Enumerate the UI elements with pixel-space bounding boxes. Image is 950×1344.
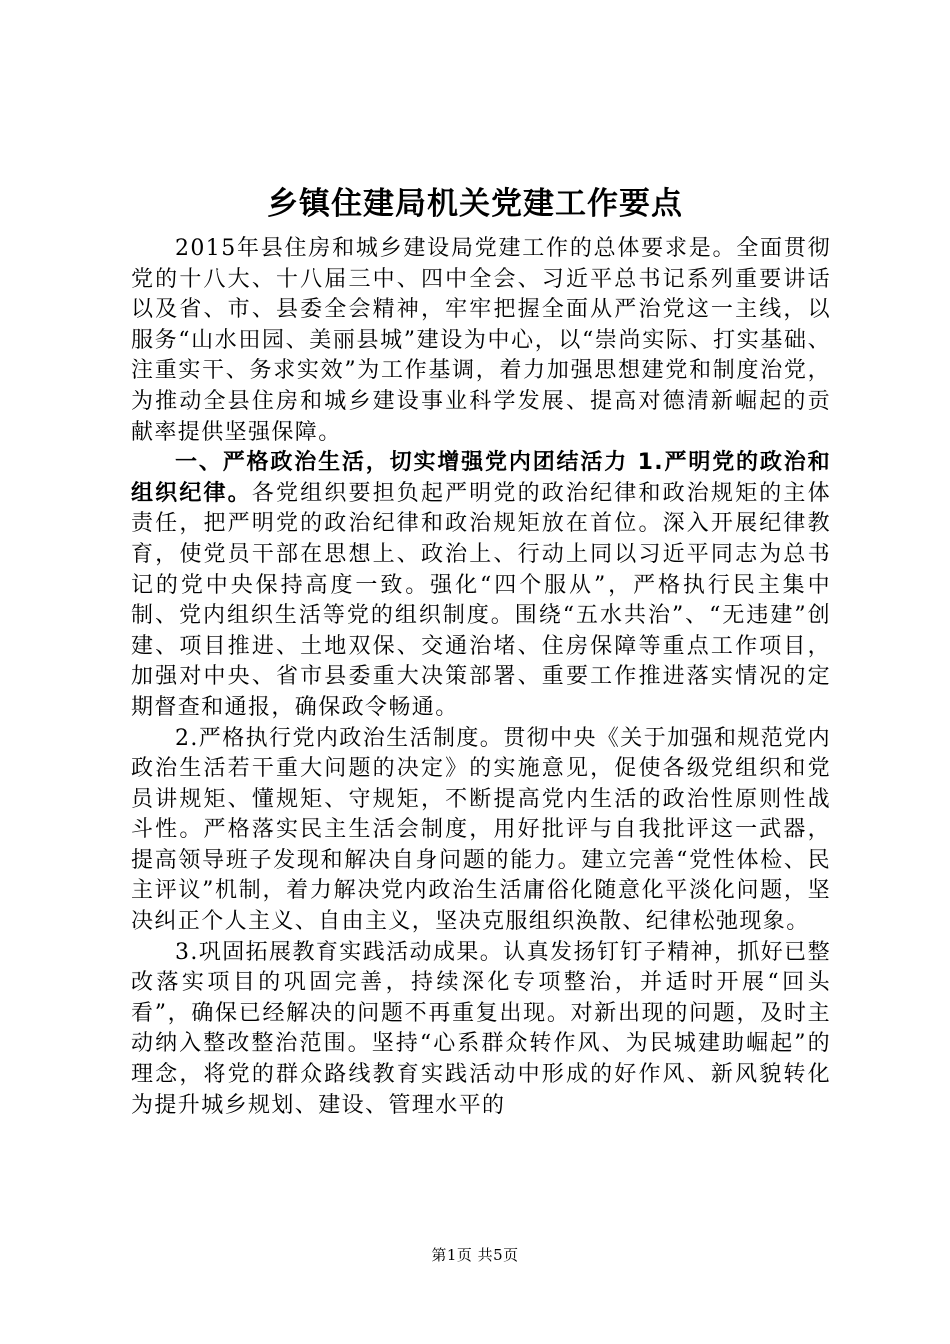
paragraph-intro: 2015年县住房和城乡建设局党建工作的总体要求是。全面贯彻党的十八大、十八届三中、四中全会、习近平总书记系列重要讲话以及省、市、县委全会精神，牢牢把握全面从严治党这一主线，以服务“山水田园、美丽县城”建设为中心，以“崇尚实际、打实基础、注重实干、务求实效”为工作基调，着力加强思想建党和制度治党，为推动全县住房和城乡建设事业科学发展、提高对德清新崛起的贡献率提供坚强保障。: [131, 236, 831, 445]
section-heading: 一、严格政治生活，切实增强党内团结活力 1.严明党的政治和组织纪律。: [131, 450, 831, 506]
paragraph-item-two: 2.严格执行党内政治生活制度。贯彻中央《关于加强和规范党内政治生活若干重大问题的决定》的实施意见，促使各级党组织和党员讲规矩、懂规矩、守规矩，不断提高党内生活的政治性原则性战斗性。严格落实民主生活会制度，用好批评与自我批评这一武器，提高领导班子发现和解决自身问题的能力。建立完善“党性体检、民主评议”机制，着力解决党内政治生活庸俗化随意化平淡化问题，坚决纠正个人主义、自由主义，坚决克服组织涣散、纪律松弛现象。: [131, 725, 831, 935]
page-footer: 第1页 共5页: [431, 1246, 519, 1264]
paragraph-item-three: 3.巩固拓展教育实践活动成果。认真发扬钉钉子精神，抓好已整改落实项目的巩固完善，持续深化专项整治，并适时开展“回头看”，确保已经解决的问题不再重复出现。对新出现的问题，及时主动纳入整改整治范围。坚持“心系群众转作风、为民城建助崛起”的理念，将党的群众路线教育实践活动中形成的好作风、新风貌转化为提升城乡规划、建设、管理水平的: [131, 939, 831, 1118]
document-body: [131, 234, 831, 1121]
paragraph-section-one: [131, 448, 831, 723]
document-title: 乡镇住建局机关党建工作要点: [267, 186, 683, 222]
section-one-text: 各党组织要担负起严明党的政治纪律和政治规矩的主体责任，把严明党的政治纪律和政治规矩放在首位。深入开展纪律教育，使党员干部在思想上、政治上、行动上同以习近平同志为总书记的党中央保持高度一致。强化“四个服从”，严格执行民主集中制、党内组织生活等党的组织制度。围绕“五水共治”、“无违建”创建、项目推进、土地双保、交通治堵、住房保障等重点工作项目，加强对中央、省市县委重大决策部署、重要工作推进落实情况的定期督查和通报，确保政令畅通。: [131, 480, 831, 720]
